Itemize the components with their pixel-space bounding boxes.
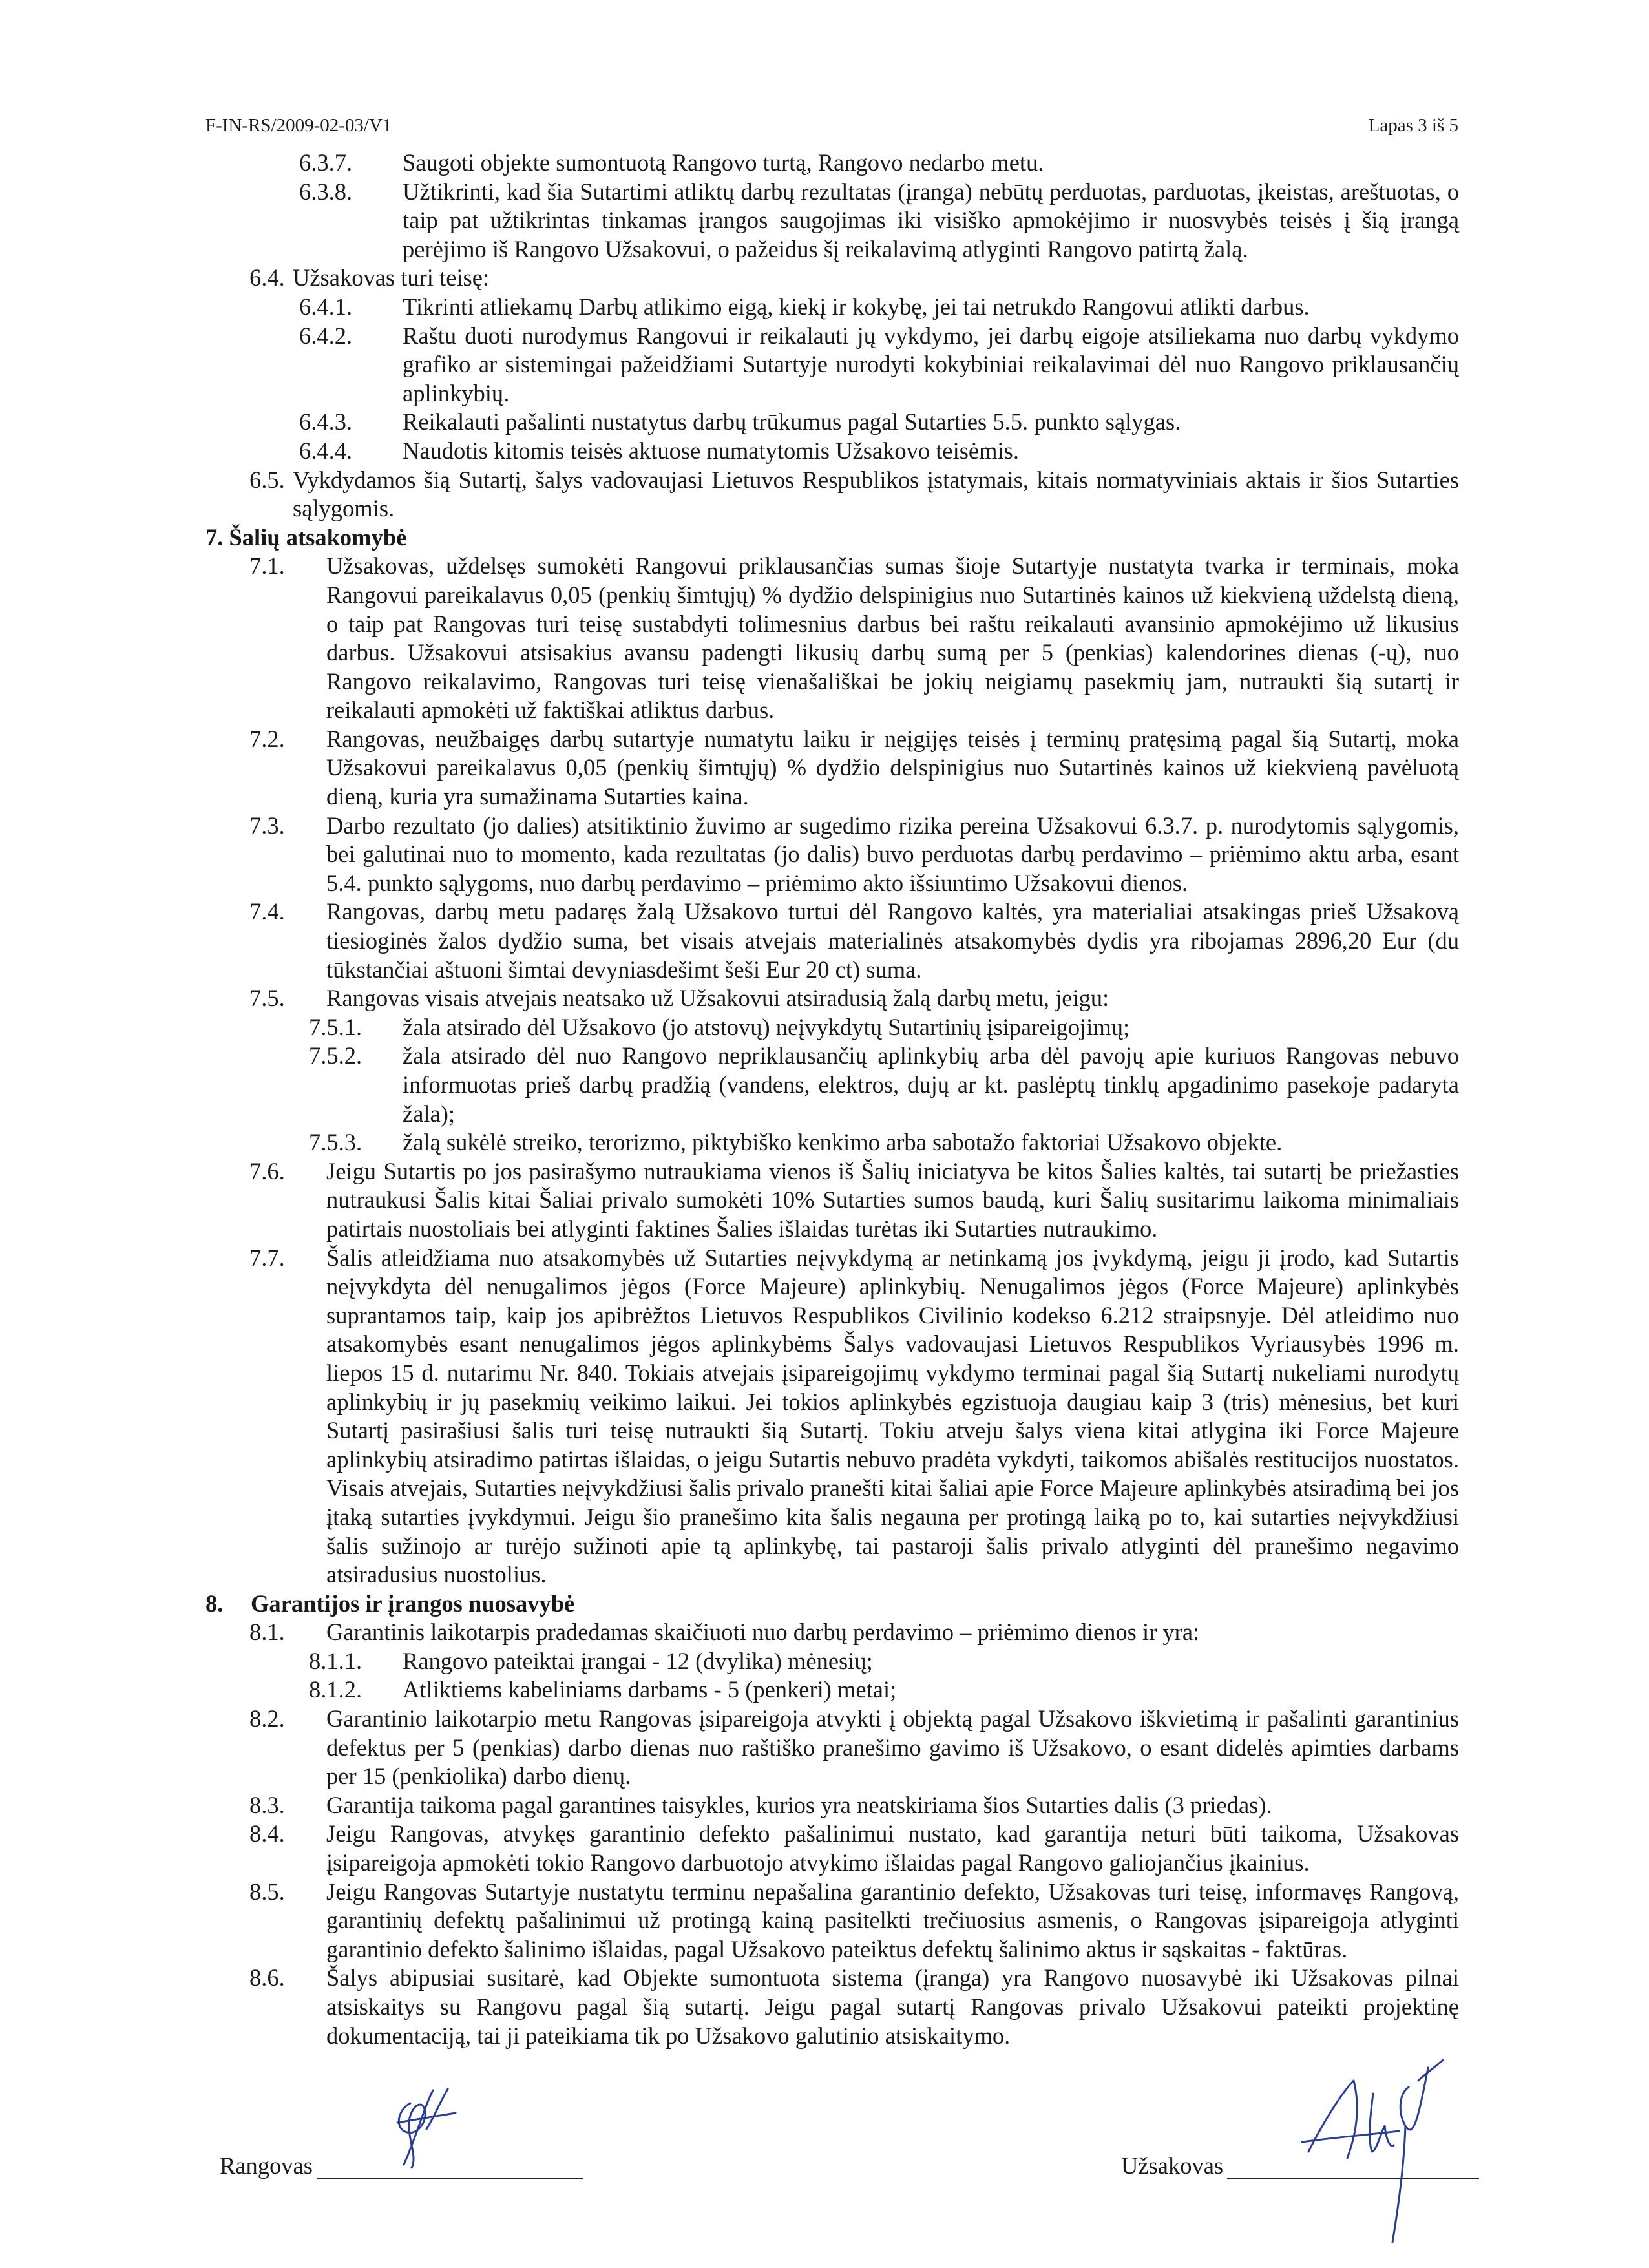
clause-8-1-1: 8.1.1. Rangovo pateiktai įrangai - 12 (dvylika) mėnesių; [309, 1647, 873, 1674]
contractor-label: Rangovas [220, 2152, 313, 2179]
clause-6-3-8: 6.3.8. Užtikrinti, kad šia Sutartimi atliktų darbų rezultatas (įranga) nebūtų perduotas, parduotas, įkeistas, areštuotas, o taip pat užtikrintas tinkamas įrangos saugojimas iki visiško apmokėjimo ir nuosvybės teisės į šią įrangą perėjimo iš Rangovo Užsakovui, o pažeidus šį reikalavimą atlyginti Rangovo patirtą žalą. [299, 178, 1459, 262]
clause-7-4: 7.4. Rangovas, darbų metu padaręs žalą Užsakovo turtui dėl Rangovo kaltės, yra materialiai atsakingas prieš Užsakovą tiesioginės žalos dydžio suma, bet visais atvejais materialinės atsakomybės dydis yra ribojamas 2896,20 Eur (du tūkstančiai aštuoni šimtai devyniasdešimt šeši Eur 20 ct) suma. [249, 898, 1459, 983]
client-signature-icon [1296, 2055, 1451, 2249]
clause-6-3-7: 6.3.7. Saugoti objekte sumontuotą Rangovo turtą, Rangovo nedarbo metu. [299, 149, 1044, 176]
clause-7-6: 7.6. Jeigu Sutartis po jos pasirašymo nutraukiama vienos iš Šalių iniciatyva be kitos Šalies kaltės, tai sutartį be priežasties nutraukusi Šalis kitai Šaliai privalo sumokėti 10% Sutarties sumos baudą, kuri Šalių susitarimu laikoma minimaliais patirtais nuostoliais bei atlyginti faktines Šalies išlaidas turėtas iki Sutarties nutraukimo. [249, 1157, 1459, 1242]
clause-7-5-3: 7.5.3. žalą sukėlė streiko, terorizmo, piktybiško kenkimo arba sabotažo faktoriai Užsakovo objekte. [309, 1129, 1283, 1156]
clause-8-6: 8.6. Šalys abipusiai susitarė, kad Objekte sumontuota sistema (įranga) yra Rangovo nuosavybė iki Užsakovas pilnai atsiskaitys su Rangovu pagal šią sutartį. Jeigu pagal sutartį Rangovas privalo Užsakovui pateikti projektinę dokumentaciją, tai ji pateikiama tik po Užsakovo galutinio atsiskaitymo. [249, 1964, 1459, 2049]
clause-8-3: 8.3. Garantija taikoma pagal garantines taisykles, kurios yra neatskiriama šios Sutarties dalis (3 priedas). [249, 1791, 1272, 1818]
clause-8-4: 8.4. Jeigu Rangovas, atvykęs garantinio defekto pašalinimui nustato, kad garantija neturi būti taikoma, Užsakovas įsipareigoja apmokėti tokio Rangovo darbuotojo atvykimo išlaidas pagal Rangovo galiojančius įkainius. [249, 1820, 1459, 1876]
clause-6-4-3: 6.4.3. Reikalauti pašalinti nustatytus darbų trūkumus pagal Sutarties 5.5. punkto sąlygas. [299, 408, 1181, 436]
clause-7-5-1: 7.5.1. žala atsirado dėl Užsakovo (jo atstovų) neįvykdytų Sutartinių įsipareigojimų; [309, 1013, 1130, 1040]
clause-8-5: 8.5. Jeigu Rangovas Sutartyje nustatytu terminu nepašalina garantinio defekto, Užsakovas turi teisę, informavęs Rangovą, garantinių defektų pašalinimui už protingą kainą pasitelkti trečiuosius asmenis, o Rangovas įsipareigoja atlyginti garantinio defekto šalinimo išlaidas, pagal Užsakovo pateiktus defektų šalinimo aktus ir sąskaitas - faktūras. [249, 1878, 1459, 1962]
clause-8-1-2: 8.1.2. Atliktiems kabeliniams darbams - 5 (penkeri) metai; [309, 1676, 897, 1703]
clause-7-1: 7.1. Užsakovas, uždelsęs sumokėti Rangovui priklausančias sumas šioje Sutartyje nustatyta tvarka ir terminais, moka Rangovui pareikalavus 0,05 (penkių šimtųjų) % dydžio delspinigius nuo Sutartinės kainos už kiekvieną uždelstą dieną, o taip pat Rangovas turi teisę sustabdyti tolimesnius darbus bei raštu reikalauti avansinio apmokėjimo už likusius darbus. Užsakovui atsisakius avansu padengti likusių darbų sumą per 5 (penkias) kalendorines dienas (-ų), nuo Rangovo reikalavimo, Rangovas turi teisę vienašališkai be jokių neigiamų pasekmių jam, nutraukti šią sutartį ir reikalauti apmokėti už faktiškai atliktus darbus. [249, 552, 1459, 724]
clause-7-3: 7.3. Darbo rezultato (jo dalies) atsitiktinio žuvimo ar sugedimo rizika pereina Užsakovui 6.3.7. p. nurodytomis sąlygomis, bei galutinai nuo to momento, kada rezultatas (jo dalis) buvo perduotas darbų perdavimo – priėmimo aktu arba, esant 5.4. punkto sąlygoms, nuo darbų perdavimo – priėmimo akto išsiuntimo Užsakovui dienos. [249, 812, 1459, 896]
clause-7-2: 7.2. Rangovas, neužbaigęs darbų sutartyje numatytu laiku ir neįgijęs teisės į terminų pratęsimą pagal šią Sutartį, moka Užsakovui pareikalavus 0,05 (penkių šimtųjų) % dydžio delspinigius nuo Sutartinės kainos už kiekvieną pavėluotą dieną, kuria yra sumažinama Sutarties kaina. [249, 725, 1459, 810]
clause-8-1: 8.1. Garantinis laikotarpis pradedamas skaičiuoti nuo darbų perdavimo – priėmimo dienos ir yra: [249, 1619, 1200, 1646]
clause-6-4-2: 6.4.2. Raštu duoti nurodymus Rangovui ir reikalauti jų vykdymo, jei darbų eigoje atsiliekama nuo darbų vykdymo grafiko ar sistemingai pažeidžiami Sutartyje nurodyti kokybiniai reikalavimai dėl nuo Rangovo priklausančių aplinkybių. [299, 322, 1459, 406]
contract-body [205, 149, 1459, 2050]
section-8-heading: 8. Garantijos ir įrangos nuosavybė [205, 1590, 575, 1617]
clause-6-4: 6.4. Užsakovas turi teisę: [249, 264, 490, 291]
clause-7-5: 7.5. Rangovas visais atvejais neatsako už Užsakovui atsiradusią žalą darbų metu, jeigu: [249, 985, 1109, 1012]
clause-8-2: 8.2. Garantinio laikotarpio metu Rangovas įsipareigoja atvykti į objektą pagal Užsakovo iškvietimą ir pašalinti garantinius defektus per 5 (penkias) darbo dienas nuo raštiško pranešimo gavimo iš Užsakovo, o esant didelės apimties darbams per 15 (penkiolika) darbo dienų. [249, 1705, 1459, 1790]
clause-6-4-4: 6.4.4. Naudotis kitomis teisės aktuose numatytomis Užsakovo teisėmis. [299, 437, 1019, 464]
client-label: Užsakovas [1121, 2152, 1224, 2179]
clause-7-5-2: 7.5.2. žala atsirado dėl nuo Rangovo nepriklausančių aplinkybių arba dėl pavojų apie kuriuos Rangovas nebuvo informuotas prieš darbų pradžią (vandens, elektros, dujų ar kt. paslėptų tinklų apgadinimo pasekoje padaryta žala); [309, 1042, 1459, 1127]
clause-6-5: 6.5. Vykdydamos šią Sutartį, šalys vadovaujasi Lietuvos Respublikos įstatymais, kitais normatyviniais aktais ir šios Sutarties sąlygomis. [249, 466, 1459, 522]
clause-6-4-1: 6.4.1. Tikrinti atliekamų Darbų atlikimo eigą, kiekį ir kokybę, jei tai netrukdo Rangovui atlikti darbus. [299, 293, 1310, 320]
section-7-heading: 7. Šalių atsakomybė [205, 523, 407, 551]
form-code: F-IN-RS/2009-02-03/V1 [205, 115, 392, 136]
clause-7-7: 7.7. Šalis atleidžiama nuo atsakomybės už Sutarties neįvykdymą ar netinkamą jos įvykdymą, jeigu ji įrodo, kad Sutartis neįvykdyta dėl nenugalimos jėgos (Force Majeure) aplinkybių. Nenugalimos jėgos (Force Majeure) aplinkybės suprantamos taip, kaip jos apibrėžtos Lietuvos Respublikos Civilinio kodekso 6.212 straipsnyje. Dėl atleidimo nuo atsakomybės esant nenugalimos jėgos aplinkybėms Šalys vadovaujasi Lietuvos Respublikos Vyriausybės 1996 m. liepos 15 d. nutarimu Nr. 840. Tokiais atvejais įsipareigojimų vykdymo terminai pagal šią Sutartį nukeliami nurodytų aplinkybių ir jų pasekmių veikimo laikui. Jei tokios aplinkybės egzistuoja daugiau kaip 3 (tris) mėnesius, bet kuri Sutartį pasirašiusi šalis turi teisę nutraukti šią Sutartį. Tokiu atveju šalys viena kitai atlygina iki Force Majeure aplinkybių atsiradimo patirtas išlaidas, o jeigu Sutartis nebuvo pradėta vykdyti, taikomos abišalės restitucijos nuostatos. Visais atvejais, Sutarties neįvykdžiusi šalis privalo pranešti kitai šaliai apie Force Majeure aplinkybės atsiradimą bei jos įtaką sutarties įvykdymui. Jeigu šio pranešimo kita šalis negauna per protingą laiką po to, kai sutarties neįvykdžiusi šalis sužinojo ar turėjo sužinoti apie tą aplinkybę, tai pastaroji šalis privalo atlyginti dėl pranešimo negavimo atsiradusius nuostolius. [249, 1244, 1459, 1588]
contractor-signature-icon [372, 2084, 475, 2174]
page-number: Lapas 3 iš 5 [1368, 115, 1458, 136]
